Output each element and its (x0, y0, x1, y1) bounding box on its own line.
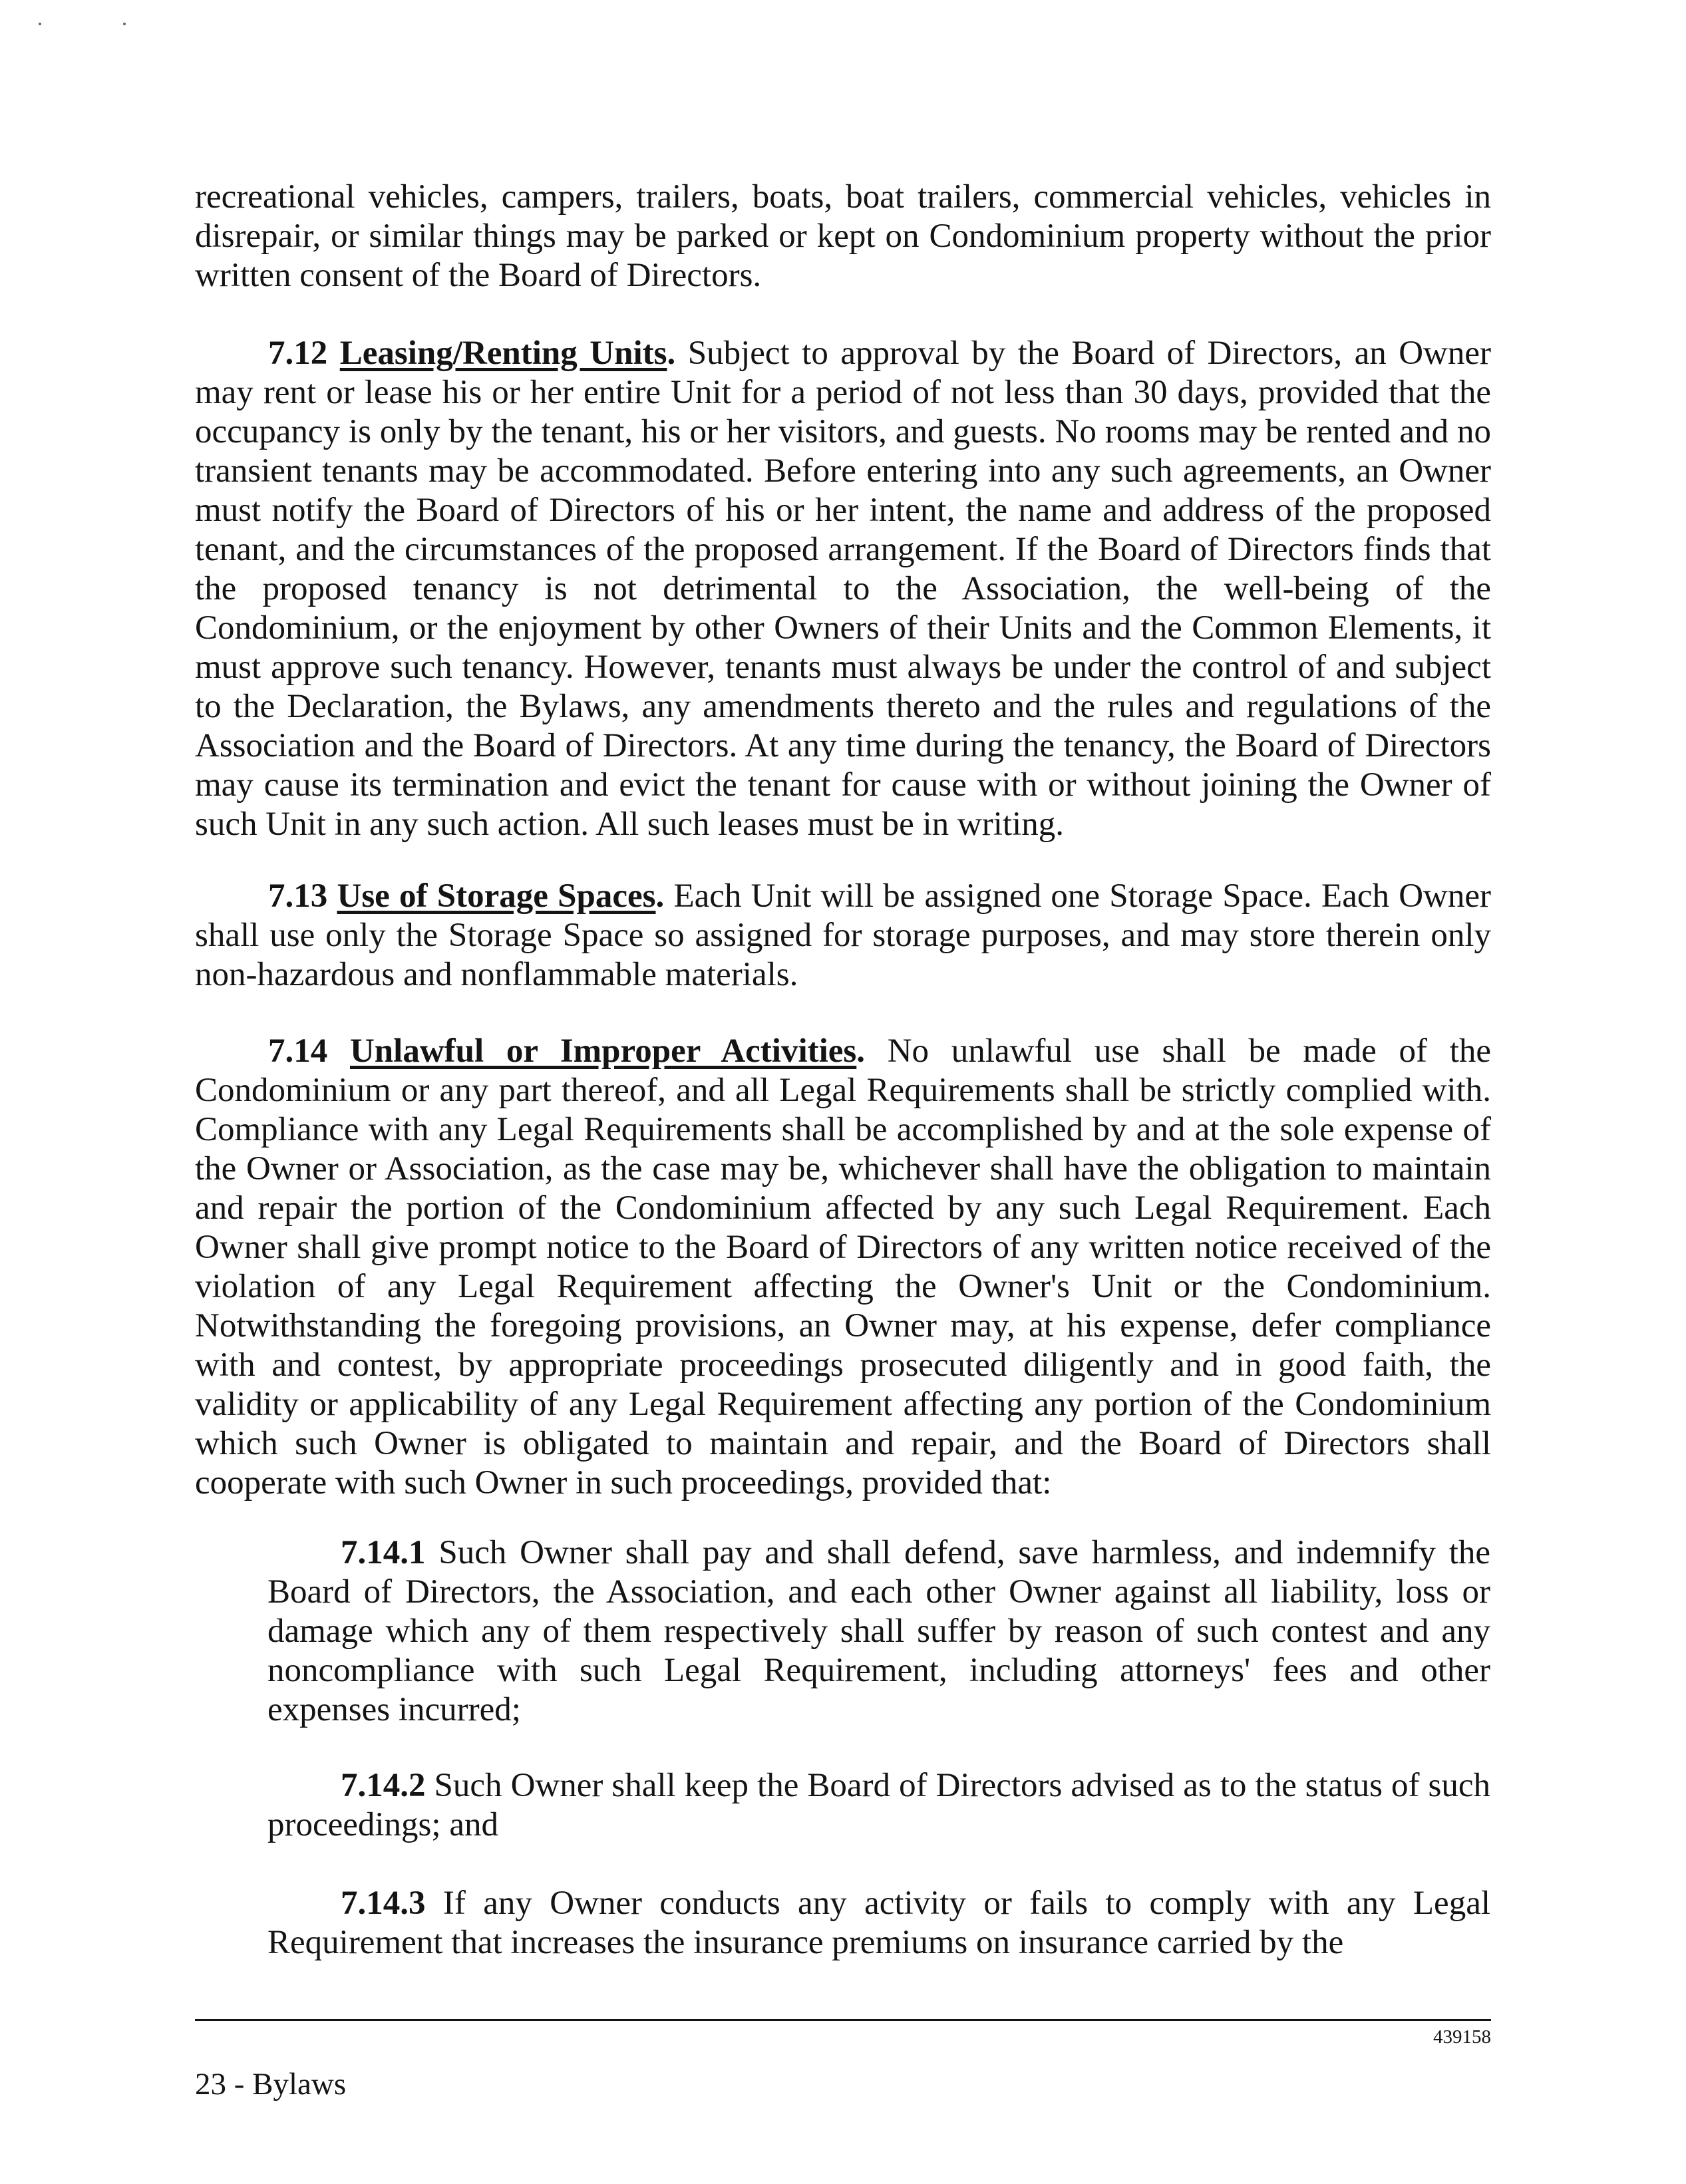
continuation-paragraph (195, 178, 1491, 295)
section-heading: Leasing/Renting Units (339, 335, 667, 372)
section-7-14 (195, 1032, 1491, 1503)
subsection-7-14-2 (267, 1766, 1490, 1845)
heading-period: . (655, 877, 665, 915)
subsection-body: Such Owner shall keep the Board of Directors advised as to the status of such proceedings; and (267, 1767, 1490, 1843)
heading-period: . (856, 1032, 866, 1070)
scan-speck (39, 23, 41, 25)
subsection-body: If any Owner conducts any activity or fails to comply with any Legal Requirement that increases the insurance premiums on insurance carried by the (267, 1885, 1490, 1961)
heading-period: . (667, 335, 676, 372)
section-7-12 (195, 334, 1491, 844)
subsection-7-14-3 (267, 1884, 1490, 1962)
section-number: 7.13 (268, 877, 328, 915)
section-number: 7.14 (268, 1032, 328, 1070)
section-number: 7.12 (268, 335, 328, 372)
section-heading: Use of Storage Spaces (337, 877, 656, 915)
section-body: No unlawful use shall be made of the Condominium or any part thereof, and all Legal Requirements shall be strictly complied with. Compliance with any Legal Requirements shall be accomplished by and at the sole expense of the Owner or Association, as the case may be, whichever shall have the obligation to maintain and repair the portion of the Condominium affected by any such Legal Requirement. Each Owner shall give prompt notice to the Board of Directors of any written notice received of the violation of any Legal Requirement affecting the Owner's Unit or the Condominium. Notwithstanding the foregoing provisions, an Owner may, at his expense, defer compliance with and contest, by appropriate proceedings prosecuted diligently and in good faith, the validity or applicability of any Legal Requirement affecting any portion of the Condominium which such Owner is obligated to maintain and repair, and the Board of Directors shall cooperate with such Owner in such proceedings, provided that: (195, 1032, 1491, 1501)
subsection-body: Such Owner shall pay and shall defend, save harmless, and indemnify the Board of Directors, the Association, and each other Owner against all liability, loss or damage which any of them respectively shall suffer by reason of such contest and any noncompliance with such Legal Requirement, including attorneys' fees and other expenses incurred; (267, 1534, 1490, 1728)
section-heading: Unlawful or Improper Activities (349, 1032, 857, 1070)
footer-divider (195, 2019, 1491, 2021)
scan-speck (123, 23, 126, 25)
subsection-number: 7.14.2 (341, 1767, 426, 1804)
continuation-text: recreational vehicles, campers, trailers, boats, boat trailers, commercial vehicles, vehicles in disrepair, or similar things may be parked or kept on Condominium property without the prior written consent of the Board of Directors. (195, 178, 1491, 294)
section-body: Each Unit will be assigned one Storage Space. Each Owner shall use only the Storage Space so assigned for storage purposes, and may store therein only non-hazardous and nonflammable materials. (195, 877, 1491, 993)
document-number: 439158 (1433, 2026, 1491, 2048)
section-body: Subject to approval by the Board of Directors, an Owner may rent or lease his or her entire Unit for a period of not less than 30 days, provided that the occupancy is only by the tenant, his or her visitors, and guests. No rooms may be rented and no transient tenants may be accommodated. Before entering into any such agreements, an Owner must notify the Board of Directors of his or her intent, the name and address of the proposed tenant, and the circumstances of the proposed arrangement. If the Board of Directors finds that the proposed tenancy is not detrimental to the Association, the well-being of the Condominium, or the enjoyment by other Owners of their Units and the Common Elements, it must approve such tenancy. However, tenants must always be under the control of and subject to the Declaration, the Bylaws, any amendments thereto and the rules and regulations of the Association and the Board of Directors. At any time during the tenancy, the Board of Directors may cause its termination and evict the tenant for cause with or without joining the Owner of such Unit in any such action. All such leases must be in writing. (195, 335, 1492, 843)
page-footer-label: 23 - Bylaws (195, 2067, 347, 2102)
subsection-7-14-1 (267, 1533, 1490, 1730)
subsection-number: 7.14.3 (341, 1885, 426, 1922)
section-7-13 (195, 877, 1491, 995)
subsection-number: 7.14.1 (341, 1534, 426, 1571)
